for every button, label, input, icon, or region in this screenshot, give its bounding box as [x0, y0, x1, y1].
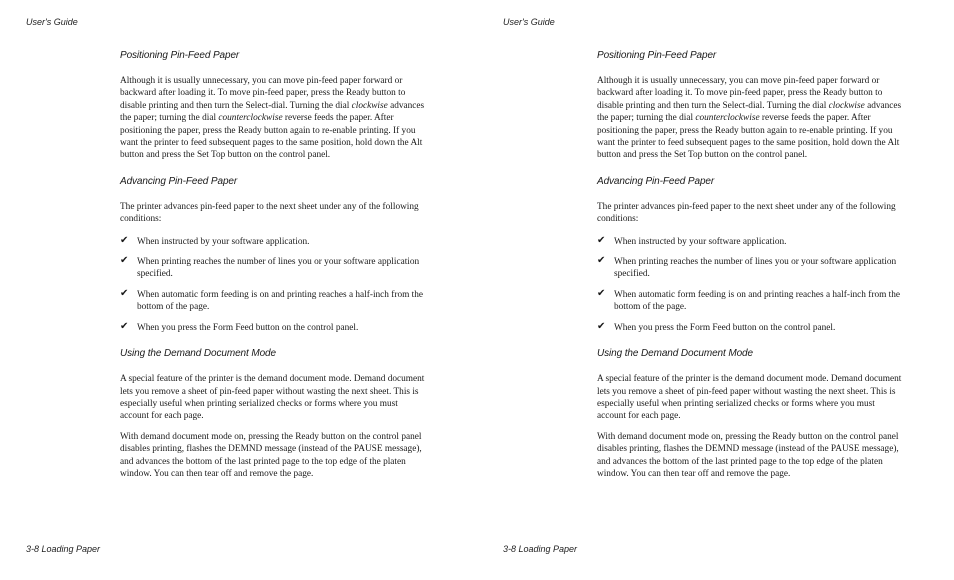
checkmark-icon: ✔ [120, 320, 129, 332]
list-item: ✔ When instructed by your software application. [120, 234, 310, 247]
running-footer: 3-8 Loading Paper [503, 544, 578, 554]
running-header: User's Guide [26, 17, 78, 27]
paragraph-positioning: Although it is usually unnecessary, you can move pin-feed paper forward or backward after loading it. To move pin-feed paper, press the Ready button to disable printing and then turn the Select-dial. Turning the dial clockwise advances the paper; turning the dial counterclockwise reverse feeds the paper. After positioning the paper, press the Ready button again to re-enable printing. If you want the printer to feed subsequent pages to the same position, hold down the Alt button and press the Set Top button on the control panel. [597, 76, 902, 161]
section-heading-advancing: Advancing Pin-Feed Paper [597, 175, 715, 187]
checkmark-icon: ✔ [597, 287, 606, 299]
right-page [477, 0, 954, 580]
paragraph-positioning: Although it is usually unnecessary, you can move pin-feed paper forward or backward after loading it. To move pin-feed paper, press the Ready button to disable printing and then turn the Select-dial. Turning the dial clockwise advances the paper; turning the dial counterclockwise reverse feeds the paper. After positioning the paper, press the Ready button again to re-enable printing. If you want the printer to feed subsequent pages to the same position, hold down the Alt button and press the Set Top button on the control panel. [120, 76, 425, 161]
paragraph-demand-1: A special feature of the printer is the demand document mode. Demand document lets you remove a sheet of pin-feed paper without wasting the next sheet. This is especially useful when printing serialized checks or forms where you must account for each page. [120, 374, 425, 422]
list-item: ✔ When you press the Form Feed button on the control panel. [597, 320, 836, 333]
checkmark-icon: ✔ [597, 320, 606, 332]
paragraph-demand-2: With demand document mode on, pressing the Ready button on the control panel disables printing, flashes the DEMND message (instead of the PAUSE message), and advances the bottom of the last printed page to the top edge of the platen window. You can then tear off and remove the page. [120, 431, 422, 479]
section-heading-positioning: Positioning Pin-Feed Paper [597, 50, 717, 61]
section-heading-demand: Using the Demand Document Mode [597, 348, 753, 360]
section-heading-demand: Using the Demand Document Mode [120, 348, 276, 360]
list-item: ✔ When instructed by your software application. [597, 234, 787, 247]
checkmark-icon: ✔ [597, 234, 606, 246]
paragraph-advancing-intro: The printer advances pin-feed paper to the next sheet under any of the following conditions: [120, 201, 419, 225]
paragraph-demand-1: A special feature of the printer is the demand document mode. Demand document lets you remove a sheet of pin-feed paper without wasting the next sheet. This is especially useful when printing serialized checks or forms where you must account for each page. [597, 374, 902, 422]
checkmark-icon: ✔ [597, 255, 606, 267]
checkmark-icon: ✔ [120, 255, 129, 267]
list-item: ✔ When automatic form feeding is on and printing reaches a half-inch from the bottom of the page. [120, 287, 424, 313]
page-body [120, 50, 425, 480]
list-item: ✔ When automatic form feeding is on and printing reaches a half-inch from the bottom of the page. [597, 287, 901, 313]
paragraph-demand-2: With demand document mode on, pressing the Ready button on the control panel disables printing, flashes the DEMND message (instead of the PAUSE message), and advances the bottom of the last printed page to the top edge of the platen window. You can then tear off and remove the page. [597, 431, 899, 479]
section-heading-positioning: Positioning Pin-Feed Paper [120, 50, 240, 61]
running-header: User's Guide [503, 17, 555, 27]
list-item: ✔ When printing reaches the number of lines you or your software application specified. [597, 255, 897, 280]
checkmark-icon: ✔ [120, 287, 129, 299]
section-heading-advancing: Advancing Pin-Feed Paper [120, 175, 238, 187]
paragraph-advancing-intro: The printer advances pin-feed paper to the next sheet under any of the following conditions: [597, 201, 896, 225]
running-footer: 3-8 Loading Paper [26, 544, 101, 554]
checkmark-icon: ✔ [120, 234, 129, 246]
page-body [597, 50, 902, 480]
list-item: ✔ When printing reaches the number of lines you or your software application specified. [120, 255, 420, 280]
list-item: ✔ When you press the Form Feed button on the control panel. [120, 320, 359, 333]
